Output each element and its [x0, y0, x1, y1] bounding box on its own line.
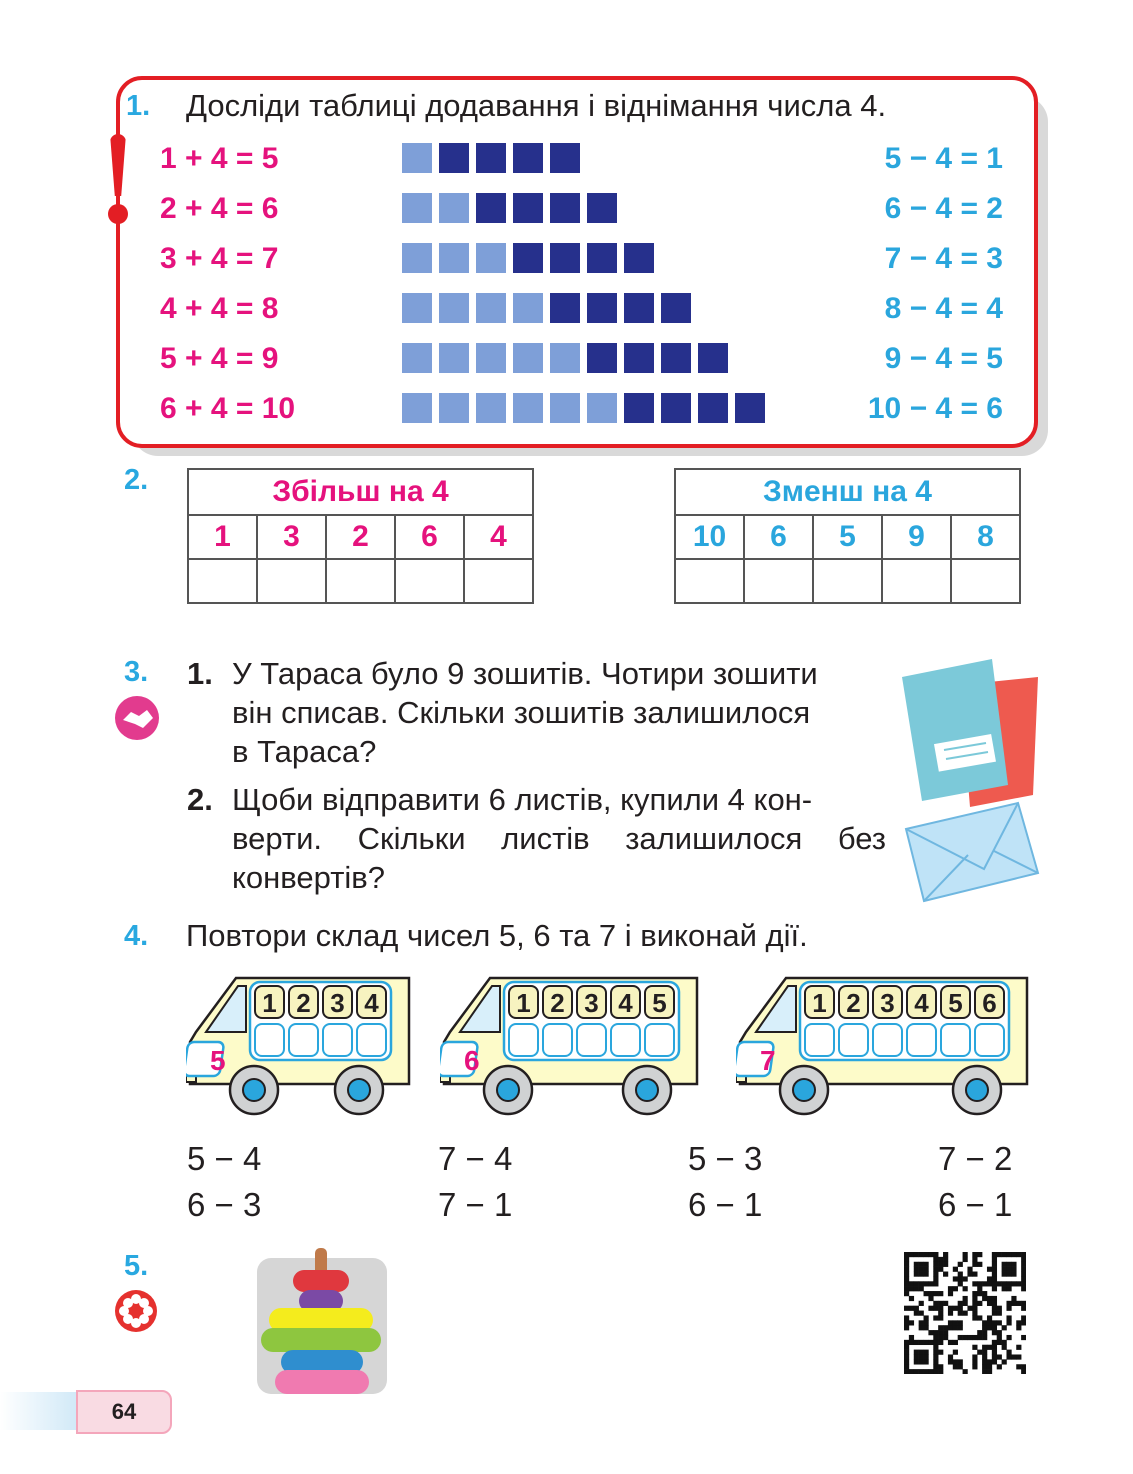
answer-box[interactable]: [323, 1024, 352, 1056]
task4-number: 4.: [124, 920, 149, 952]
square-model-row: [402, 143, 580, 173]
digit-label: 4: [914, 988, 929, 1018]
wheel-icon: [953, 1066, 1001, 1114]
expression: 7 − 2: [938, 1140, 1013, 1177]
subtraction-equation: 6 − 4 = 2: [884, 192, 1003, 225]
square-model-row: [402, 343, 728, 373]
decrease-cell: 9: [882, 515, 951, 559]
digit-label: 3: [584, 988, 599, 1018]
task3-part2-line: конвертів?: [232, 860, 385, 895]
subtraction-equation: 8 − 4 = 4: [884, 292, 1003, 325]
decrease-table-title: Зменш на 4: [675, 469, 1020, 515]
addition-equation: 1 + 4 = 5: [160, 142, 279, 175]
wheel-icon: [335, 1066, 383, 1114]
light-square: [439, 343, 469, 373]
dark-square: [661, 293, 691, 323]
increase-table: [187, 468, 534, 604]
digit-label: 3: [880, 988, 895, 1018]
light-square: [513, 343, 543, 373]
decrease-table: [674, 468, 1021, 604]
expression: 5 − 4: [187, 1140, 262, 1177]
light-square: [550, 393, 580, 423]
dark-square: [550, 293, 580, 323]
increase-cell: 3: [257, 515, 326, 559]
task4-title: Повтори склад чисел 5, 6 та 7 і виконай дії.: [186, 918, 808, 953]
answer-cell[interactable]: [744, 559, 813, 603]
addition-equation: 5 + 4 = 9: [160, 342, 279, 375]
addition-equation: 2 + 4 = 6: [160, 192, 279, 225]
dark-square: [735, 393, 765, 423]
answer-box[interactable]: [577, 1024, 606, 1056]
task1-number: 1.: [126, 90, 151, 122]
light-square: [402, 143, 432, 173]
light-square: [402, 243, 432, 273]
answer-cell[interactable]: [675, 559, 744, 603]
light-square: [476, 393, 506, 423]
bus-number: 5: [210, 1045, 226, 1076]
addition-equation: 4 + 4 = 8: [160, 292, 279, 325]
dark-square: [587, 193, 617, 223]
pyramid-toy-illustration: [255, 1248, 389, 1396]
light-square: [587, 393, 617, 423]
decrease-cell: 5: [813, 515, 882, 559]
light-square: [439, 393, 469, 423]
square-model-row: [402, 193, 617, 223]
increase-table-title: Збільш на 4: [188, 469, 533, 515]
increase-cell: 4: [464, 515, 533, 559]
dark-square: [550, 193, 580, 223]
dark-square: [587, 293, 617, 323]
page-number-bar: [0, 1392, 80, 1430]
decrease-cell: 6: [744, 515, 813, 559]
decrease-cell: 8: [951, 515, 1020, 559]
dark-square: [476, 143, 506, 173]
answer-box[interactable]: [357, 1024, 386, 1056]
dark-square: [624, 243, 654, 273]
digit-label: 3: [330, 988, 345, 1018]
page-number: 64: [76, 1390, 172, 1434]
bus-illustration: [186, 972, 417, 1122]
wheel-icon: [230, 1066, 278, 1114]
answer-box[interactable]: [509, 1024, 538, 1056]
answer-box[interactable]: [289, 1024, 318, 1056]
wheel-icon: [780, 1066, 828, 1114]
bus-number: 7: [760, 1045, 776, 1076]
exclamation-dot: [108, 204, 128, 224]
notebook-icon: [902, 659, 1038, 807]
square-model-row: [402, 293, 691, 323]
light-square: [402, 193, 432, 223]
dark-square: [587, 243, 617, 273]
light-square: [402, 293, 432, 323]
light-square: [402, 393, 432, 423]
light-square: [476, 243, 506, 273]
answer-box[interactable]: [941, 1024, 970, 1056]
answer-box[interactable]: [873, 1024, 902, 1056]
subtraction-equation: 5 − 4 = 1: [884, 142, 1003, 175]
light-square: [476, 293, 506, 323]
subtraction-equation: 7 − 4 = 3: [884, 242, 1003, 275]
task1-title: Досліди таблиці додавання і віднімання числа 4.: [186, 88, 887, 123]
digit-label: 5: [652, 988, 667, 1018]
answer-box[interactable]: [907, 1024, 936, 1056]
task3-part1-line: У Тараса було 9 зошитів. Чотири зошити: [232, 656, 818, 691]
answer-cell[interactable]: [464, 559, 533, 603]
answer-cell[interactable]: [188, 559, 257, 603]
light-square: [439, 193, 469, 223]
digit-label: 5: [948, 988, 963, 1018]
expression: 6 − 3: [187, 1186, 262, 1223]
task3-part1-number: 1.: [187, 656, 213, 691]
task3-part1-line: в Тараса?: [232, 734, 377, 769]
dark-square: [624, 343, 654, 373]
digit-label: 4: [364, 988, 379, 1018]
bus-number: 6: [464, 1045, 480, 1076]
handshake-icon: [113, 694, 161, 742]
increase-cell: 2: [326, 515, 395, 559]
subtraction-equation: 9 − 4 = 5: [884, 342, 1003, 375]
expression: 7 − 4: [438, 1140, 513, 1177]
light-square: [550, 343, 580, 373]
digit-label: 6: [982, 988, 997, 1018]
dark-square: [513, 193, 543, 223]
task3-number: 3.: [124, 656, 149, 688]
square-model-row: [402, 243, 654, 273]
bus-illustration: [736, 972, 1035, 1122]
digit-label: 2: [296, 988, 311, 1018]
answer-cell[interactable]: [326, 559, 395, 603]
answer-box[interactable]: [839, 1024, 868, 1056]
dark-square: [513, 143, 543, 173]
answer-cell[interactable]: [882, 559, 951, 603]
light-square: [476, 343, 506, 373]
qr-code-icon: [904, 1252, 1026, 1374]
answer-cell[interactable]: [951, 559, 1020, 603]
light-square: [439, 243, 469, 273]
expression: 6 − 1: [688, 1186, 763, 1223]
dark-square: [476, 193, 506, 223]
digit-label: 1: [262, 988, 277, 1018]
task3-part2-line: верти. Скільки листів залишилося без: [232, 821, 886, 856]
increase-cell: 6: [395, 515, 464, 559]
dark-square: [661, 343, 691, 373]
wheel-icon: [484, 1066, 532, 1114]
dark-square: [550, 243, 580, 273]
light-square: [513, 393, 543, 423]
dark-square: [439, 143, 469, 173]
answer-box[interactable]: [645, 1024, 674, 1056]
answer-cell[interactable]: [395, 559, 464, 603]
light-square: [513, 293, 543, 323]
square-model-row: [402, 393, 765, 423]
task3-part2-number: 2.: [187, 782, 213, 817]
light-square: [402, 343, 432, 373]
dark-square: [587, 343, 617, 373]
digit-label: 2: [846, 988, 861, 1018]
answer-cell[interactable]: [257, 559, 326, 603]
dark-square: [513, 243, 543, 273]
answer-box[interactable]: [805, 1024, 834, 1056]
dark-square: [661, 393, 691, 423]
answer-cell[interactable]: [813, 559, 882, 603]
flower-icon: [113, 1288, 159, 1334]
digit-label: 1: [812, 988, 827, 1018]
light-square: [439, 293, 469, 323]
dark-square: [624, 393, 654, 423]
task3-part1-line: він списав. Скільки зошитів залишилося: [232, 695, 811, 730]
task2-number: 2.: [124, 464, 149, 496]
digit-label: 2: [550, 988, 565, 1018]
answer-box[interactable]: [611, 1024, 640, 1056]
decrease-cell: 10: [675, 515, 744, 559]
digit-label: 4: [618, 988, 633, 1018]
task3-part2-line: Щоби відправити 6 листів, купили 4 кон-: [232, 782, 813, 817]
dark-square: [550, 143, 580, 173]
expression: 5 − 3: [688, 1140, 763, 1177]
task5-number: 5.: [124, 1250, 149, 1282]
notebooks-envelope-illustration: [898, 655, 1043, 905]
answer-box[interactable]: [975, 1024, 1004, 1056]
wheel-icon: [623, 1066, 671, 1114]
expression: 6 − 1: [938, 1186, 1013, 1223]
dark-square: [698, 393, 728, 423]
subtraction-equation: 10 − 4 = 6: [867, 392, 1003, 425]
expression: 7 − 1: [438, 1186, 513, 1223]
increase-cell: 1: [188, 515, 257, 559]
addition-equation: 6 + 4 = 10: [160, 392, 296, 425]
dark-square: [698, 343, 728, 373]
bus-illustration: [440, 972, 705, 1122]
answer-box[interactable]: [543, 1024, 572, 1056]
dark-square: [624, 293, 654, 323]
addition-equation: 3 + 4 = 7: [160, 242, 279, 275]
answer-box[interactable]: [255, 1024, 284, 1056]
digit-label: 1: [516, 988, 531, 1018]
envelope-icon: [906, 803, 1038, 901]
